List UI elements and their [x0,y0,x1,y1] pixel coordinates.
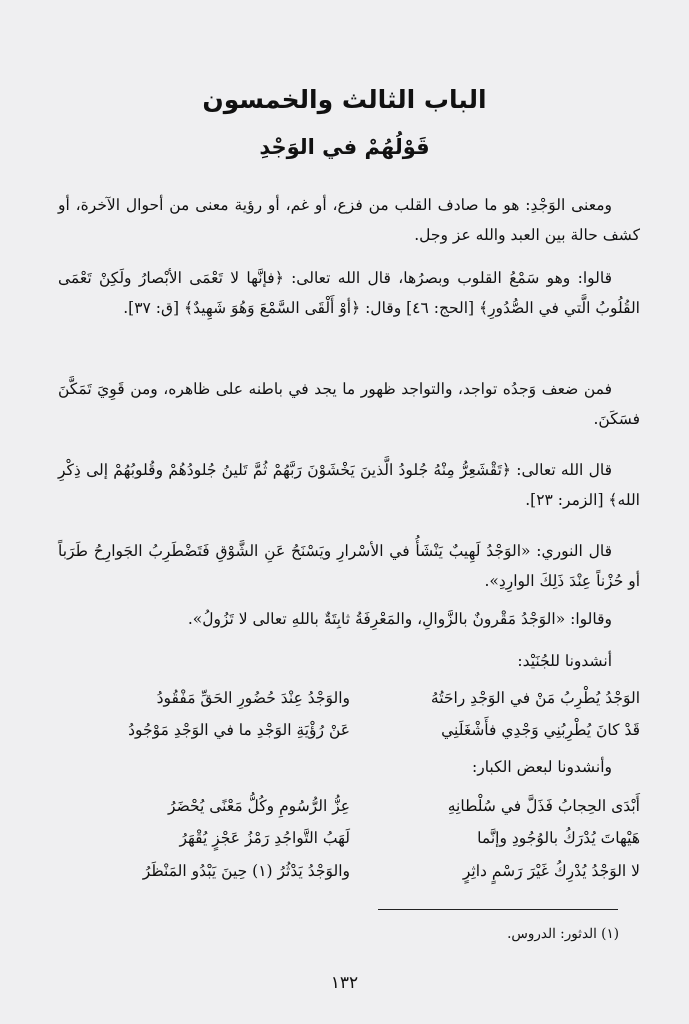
verse-first-hemistich: قَدْ كانَ يُطْرِبُنِي وَجْدِي فأَشْغَلَنِي [441,721,640,739]
verse-second-hemistich: والوَجْدُ يَدْثُرُ (١) حِينَ يَبْدُو المَنْظَرُ [142,862,350,880]
verse-first-hemistich: أَبْدَى الحِجابُ فَذَلَّ في سُلْطانِهِ [447,797,640,815]
footnote: (١) الدثور: الدروس. [507,926,619,942]
chapter-title: الباب الثالث والخمسون [202,85,487,114]
poem-intro-junayd: أنشدونا للجُنَيْد: [517,652,612,670]
paragraph-tawajud: فمن ضعف وَجدُه تواجد، والتواجد ظهور ما يجد في باطنه على ظاهره، ومن قَوِيَ تَمَكَّنَ فسَكَنَ. [58,380,640,428]
section-title: قَوْلُهُمْ في الوَجْدِ [259,135,430,159]
footnote-separator [378,909,618,910]
poem-verse [50,683,640,713]
paragraph-nuri-quote: قال النوري: «الوَجْدُ لَهِيبٌ يَنْشَأُ في الأسْرارِ ويَسْنَحُ عَنِ الشَّوْقِ فَتَضْطَرِبُ الجَوارِحُ طَرَباً أو حُزْناً عِنْدَ ذَلِكَ الوارِدِ». [58,542,640,590]
page-number: ١٣٢ [330,973,359,993]
paragraph-definition: ومعنى الوَجْدِ: هو ما صادف القلب من فزع، أو غم، أو رؤية معنى من أحوال الآخرة، أو كشف حالة بين العبد والله عز وجل. [58,196,640,244]
verse-first-hemistich: الوَجْدُ يُطْرِبُ مَنْ في الوَجْدِ راحَتُهُ [430,689,640,707]
verse-first-hemistich: لا الوَجْدُ يُدْرِكُ غَيْرَ رَسْمٍ داثِرٍ [462,862,640,880]
poem-verse [50,823,640,853]
poem-intro-elders: وأنشدونا لبعض الكبار: [471,758,612,776]
verse-second-hemistich: لَهَبُ التَّواجُدِ رَمْزُ عَجْزٍ يُقْهَرُ [179,829,350,847]
paragraph-quran-zumar: قال الله تعالى: ﴿تَقْشَعِرُّ مِنْهُ جُلودُ الَّذينَ يَخْشَوْنَ رَبَّهُمْ ثُمَّ تَلينُ جُلودُهُمْ وقُلوبُهُمْ إلى ذِكْرِ الله﴾ [الزمر: ٢٣]. [58,461,640,509]
poem-verse [50,715,640,745]
verse-first-hemistich: هَيْهاتَ يُدْرَكُ بالوُجُودِ وإنَّما [477,829,640,847]
paragraph-hearing-of-hearts: قالوا: وهو سَمْعُ القلوب وبصرُها، قال الله تعالى: ﴿فإنَّها لا تَعْمَى الأبْصارُ ولَكِنْ تَعْمَى القُلُوبُ الَّتي في الصُّدُورِ﴾ [الحج: ٤٦] وقال: ﴿أوْ أَلْقَى السَّمْعَ وَهُوَ شَهِيدٌ﴾ [ق: ٣٧]. [58,269,640,317]
paragraph-marifa-quote: وقالوا: «الوَجْدُ مَقْرونٌ بالزَّوالِ، والمَعْرِفَةُ ثابِتَةٌ باللهِ تعالى لا تَزُولُ». [187,610,612,628]
poem-verse [50,856,640,886]
verse-second-hemistich: عَنْ رُؤْيَةِ الوَجْدِ ما في الوَجْدِ مَوْجُودُ [128,721,350,739]
poem-verse [50,791,640,821]
verse-second-hemistich: عِزُّ الرُّسُومِ وكُلُّ مَعْنًى يُحْضَرُ [168,797,350,815]
verse-second-hemistich: والوَجْدُ عِنْدَ حُضُورِ الحَقِّ مَفْقُودُ [156,689,350,707]
